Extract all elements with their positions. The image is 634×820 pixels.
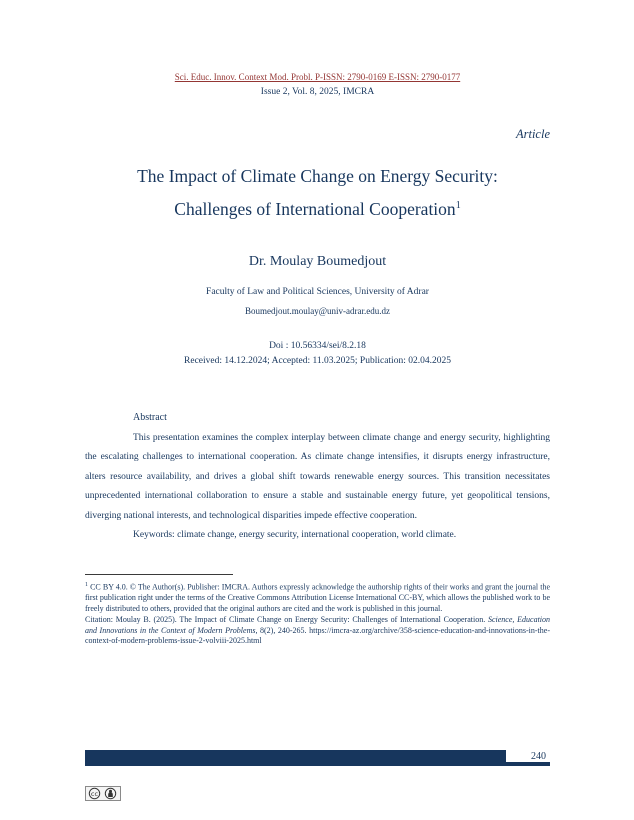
- citation-prefix: Citation: Moulay B. (2025). The Impact of Climate Change on Energy Security: Challenges of International Cooperation.: [85, 614, 488, 624]
- citation-journal-name: Science, Education and Innovations in the Context of Modern Problems: [85, 614, 551, 635]
- abstract-heading: Abstract: [133, 411, 167, 423]
- license-footnote: [85, 580, 550, 615]
- citation-footnote: [85, 615, 550, 647]
- journal-issn-link[interactable]: Sci. Educ. Innov. Context Mod. Probl. P-ISSN: 2790-0169 E-ISSN: 2790-0177: [174, 72, 461, 82]
- author-email-row: [85, 306, 550, 316]
- title-footnote-marker: 1: [455, 200, 461, 211]
- page-number: 240: [506, 750, 550, 766]
- doi-line: Doi : 10.56334/sei/8.2.18: [269, 340, 366, 351]
- issue-volume-line: Issue 2, Vol. 8, 2025, IMCRA: [260, 87, 375, 97]
- citation-url-link[interactable]: https://imcra-az.org/archive/358-science-education-and-innovations-in-the-context-of-modern-problems-issue-2-volviii-2025.html: [85, 625, 550, 646]
- keywords-line: Keywords: climate change, energy security, international cooperation, world climate.: [133, 530, 457, 541]
- author-affiliation: Faculty of Law and Political Sciences, University of Adrar: [206, 286, 429, 297]
- author-name: Dr. Moulay Boumedjout: [248, 253, 387, 269]
- footer-bar: [85, 750, 506, 766]
- paper-title: [122, 162, 514, 224]
- cc-by-license-icon: [85, 786, 121, 806]
- page-footer: [85, 750, 550, 766]
- license-footnote-text: CC BY 4.0. © The Author(s). Publisher: IMCRA. Authors expressly acknowledge the authorship rights of their works and grant the journal the first publication right under the terms of the Creative Commons Attribution License International CC-BY, which allows the published work to be freely distributed to others, provided that the original authors are cited and the work is published in this journal.: [85, 582, 550, 614]
- abstract-text: This presentation examines the complex interplay between climate change and energy security, highlighting the escalating challenges to international cooperation. As climate change intensifies, it disrupts energy infrastructure, alters resource availability, and drives a global shift towards renewable energy sources. This transition necessitates unprecedented international collaboration to ensure a stable and sustainable energy future, yet geopolitical tensions, diverging national interests, and technological disparities impede effective cooperation.: [85, 432, 550, 521]
- svg-text:cc: cc: [90, 790, 99, 798]
- article-type-label: Article: [515, 127, 550, 141]
- footnote-marker: 1: [85, 581, 88, 588]
- paper-title-text: The Impact of Climate Change on Energy Security: Challenges of International Cooperation: [137, 166, 498, 219]
- author-email-link[interactable]: Boumedjout.moulay@univ-adrar.edu.dz: [244, 305, 390, 316]
- footnote-separator: [85, 574, 233, 575]
- dates-line: Received: 14.12.2024; Accepted: 11.03.2025; Publication: 02.04.2025: [184, 355, 451, 366]
- citation-suffix: , 8(2), 240-265.: [255, 625, 310, 635]
